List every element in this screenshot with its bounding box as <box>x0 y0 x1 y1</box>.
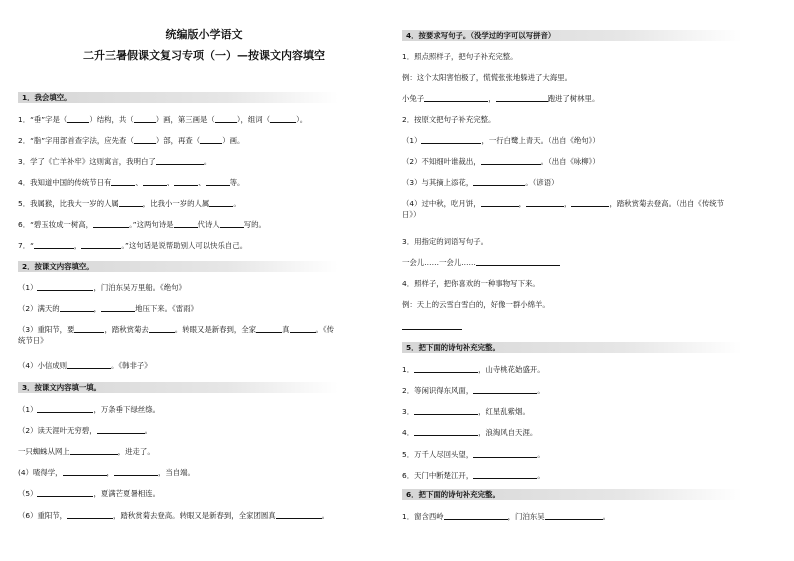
question-4-3: 3．用指定的词语写句子。 <box>402 237 489 246</box>
question-4-2-2: （2）不知细叶谁裁出， 。（出自《咏柳》） <box>402 157 600 166</box>
question-5-5: 5．万千人尽回头望， 。 <box>402 450 545 459</box>
question-1-1: 1．“垂”字是（ ）结构，共（ ）画，第三画是（ ），组词（ ）。 <box>18 115 308 124</box>
question-3-3: 一只蜘蛛从网上 ，进走了。 <box>18 447 155 456</box>
section-5-heading: 5．把下面的诗句补充完整。 <box>402 342 742 353</box>
question-4-4: 4．照样子，把你喜欢的一种事物写下来。 <box>402 279 540 288</box>
question-4-3-answer: 一会儿……一会儿…… <box>402 257 560 268</box>
question-2-1: （1） ，门泊东吴万里船。《绝句》 <box>18 283 186 292</box>
question-1-5: 5．我属猴，比我大一岁的人属 ，比我小一岁的人属 。 <box>18 199 241 208</box>
question-3-2: （2）读天涯叶无穷碧， 。 <box>18 426 153 435</box>
question-2-2: （2）满天的 ， 地压下来。《雷雨》 <box>18 304 198 313</box>
section-2-heading: 2．按课文内容填空。 <box>18 261 338 272</box>
question-4-4-answer <box>402 321 462 332</box>
question-6-1: 1．窗含西岭 ，门泊东吴 。 <box>402 512 611 521</box>
section-3-heading: 3．按课文内容填一填。 <box>18 382 338 393</box>
question-5-1: 1． ，山寺桃花始盛开。 <box>402 365 545 374</box>
question-3-4: (4）喳得学， ， ，当自端。 <box>18 468 195 477</box>
worksheet-subtitle: 二升三暑假课文复习专项（一）—按课文内容填空 <box>83 49 325 62</box>
question-1-6: 6．“碧玉妆成一树高， 。”这两句诗是 代诗人 写的。 <box>18 220 266 229</box>
worksheet-title: 统编版小学语文 <box>165 28 243 41</box>
question-4-2-4: （4）过中秋，吃月饼， ， ， ，踏秋赏菊去登高。（出自《传统节 <box>402 199 724 208</box>
question-3-5: （5） ，夏满芒夏暑相连。 <box>18 489 161 498</box>
question-2-3: （3）重阳节，要 ，踏秋赏菊去 。转眼又是新春到，全家 真 。《传 <box>18 325 334 334</box>
question-4-2-4-continued: 日》） <box>402 210 421 219</box>
section-1-heading: 1．我会填空。 <box>18 92 338 103</box>
question-5-4: 4． ，浪淘风自天涯。 <box>402 428 538 437</box>
question-4-2-1: （1） ，一行白鹭上青天。（出自《绝句》） <box>402 136 600 145</box>
question-4-1-answer: 小兔子 ， 跑进了树林里。 <box>402 94 600 103</box>
question-4-2-3: （3）与其摘上添花， 。（谚语） <box>402 178 559 187</box>
question-2-4: （4）小信成则 。《韩非子》 <box>18 361 152 370</box>
question-5-2: 2．等闲识得东风面， 。 <box>402 386 545 395</box>
section-4-heading: 4．按要求写句子。（没学过的字可以写拼音） <box>402 30 742 41</box>
question-3-6: （6）重阳节， ，踏秋赏菊去登高。转眼又是新春到，全家团圆真 。 <box>18 511 330 520</box>
section-6-heading: 6．把下面的诗句补充完整。 <box>402 489 742 500</box>
question-2-3-continued: 统节日》 <box>18 336 48 345</box>
question-1-7: 7．“ ， 。”这句话是说帮助别人可以快乐自己。 <box>18 241 248 250</box>
question-5-3: 3． ，红星乱紫烟。 <box>402 407 530 416</box>
question-4-2: 2．按原文把句子补充完整。 <box>402 115 496 124</box>
question-1-4: 4．我知道中国的传统节日有 、 、 、 等。 <box>18 178 245 187</box>
question-1-3: 3．学了《亡羊补牢》这则寓言，我明白了 。 <box>18 157 212 166</box>
question-4-1: 1．照点照样子，把句子补充完整。 <box>402 52 518 61</box>
question-4-example: 例：这个太阳害怕极了，慌慌张张地躲进了大海里。 <box>402 73 572 82</box>
question-4-4-example: 例：天上的云雪白雪白的，好像一群小绵羊。 <box>402 300 550 309</box>
question-5-6: 6．天门中断楚江开， 。 <box>402 471 545 480</box>
question-1-2: 2．“脂”字用部首查字法，应先查（ ）部，再查（ ）画。 <box>18 136 245 145</box>
question-3-1: （1） ，万条垂下绿丝绦。 <box>18 405 161 414</box>
